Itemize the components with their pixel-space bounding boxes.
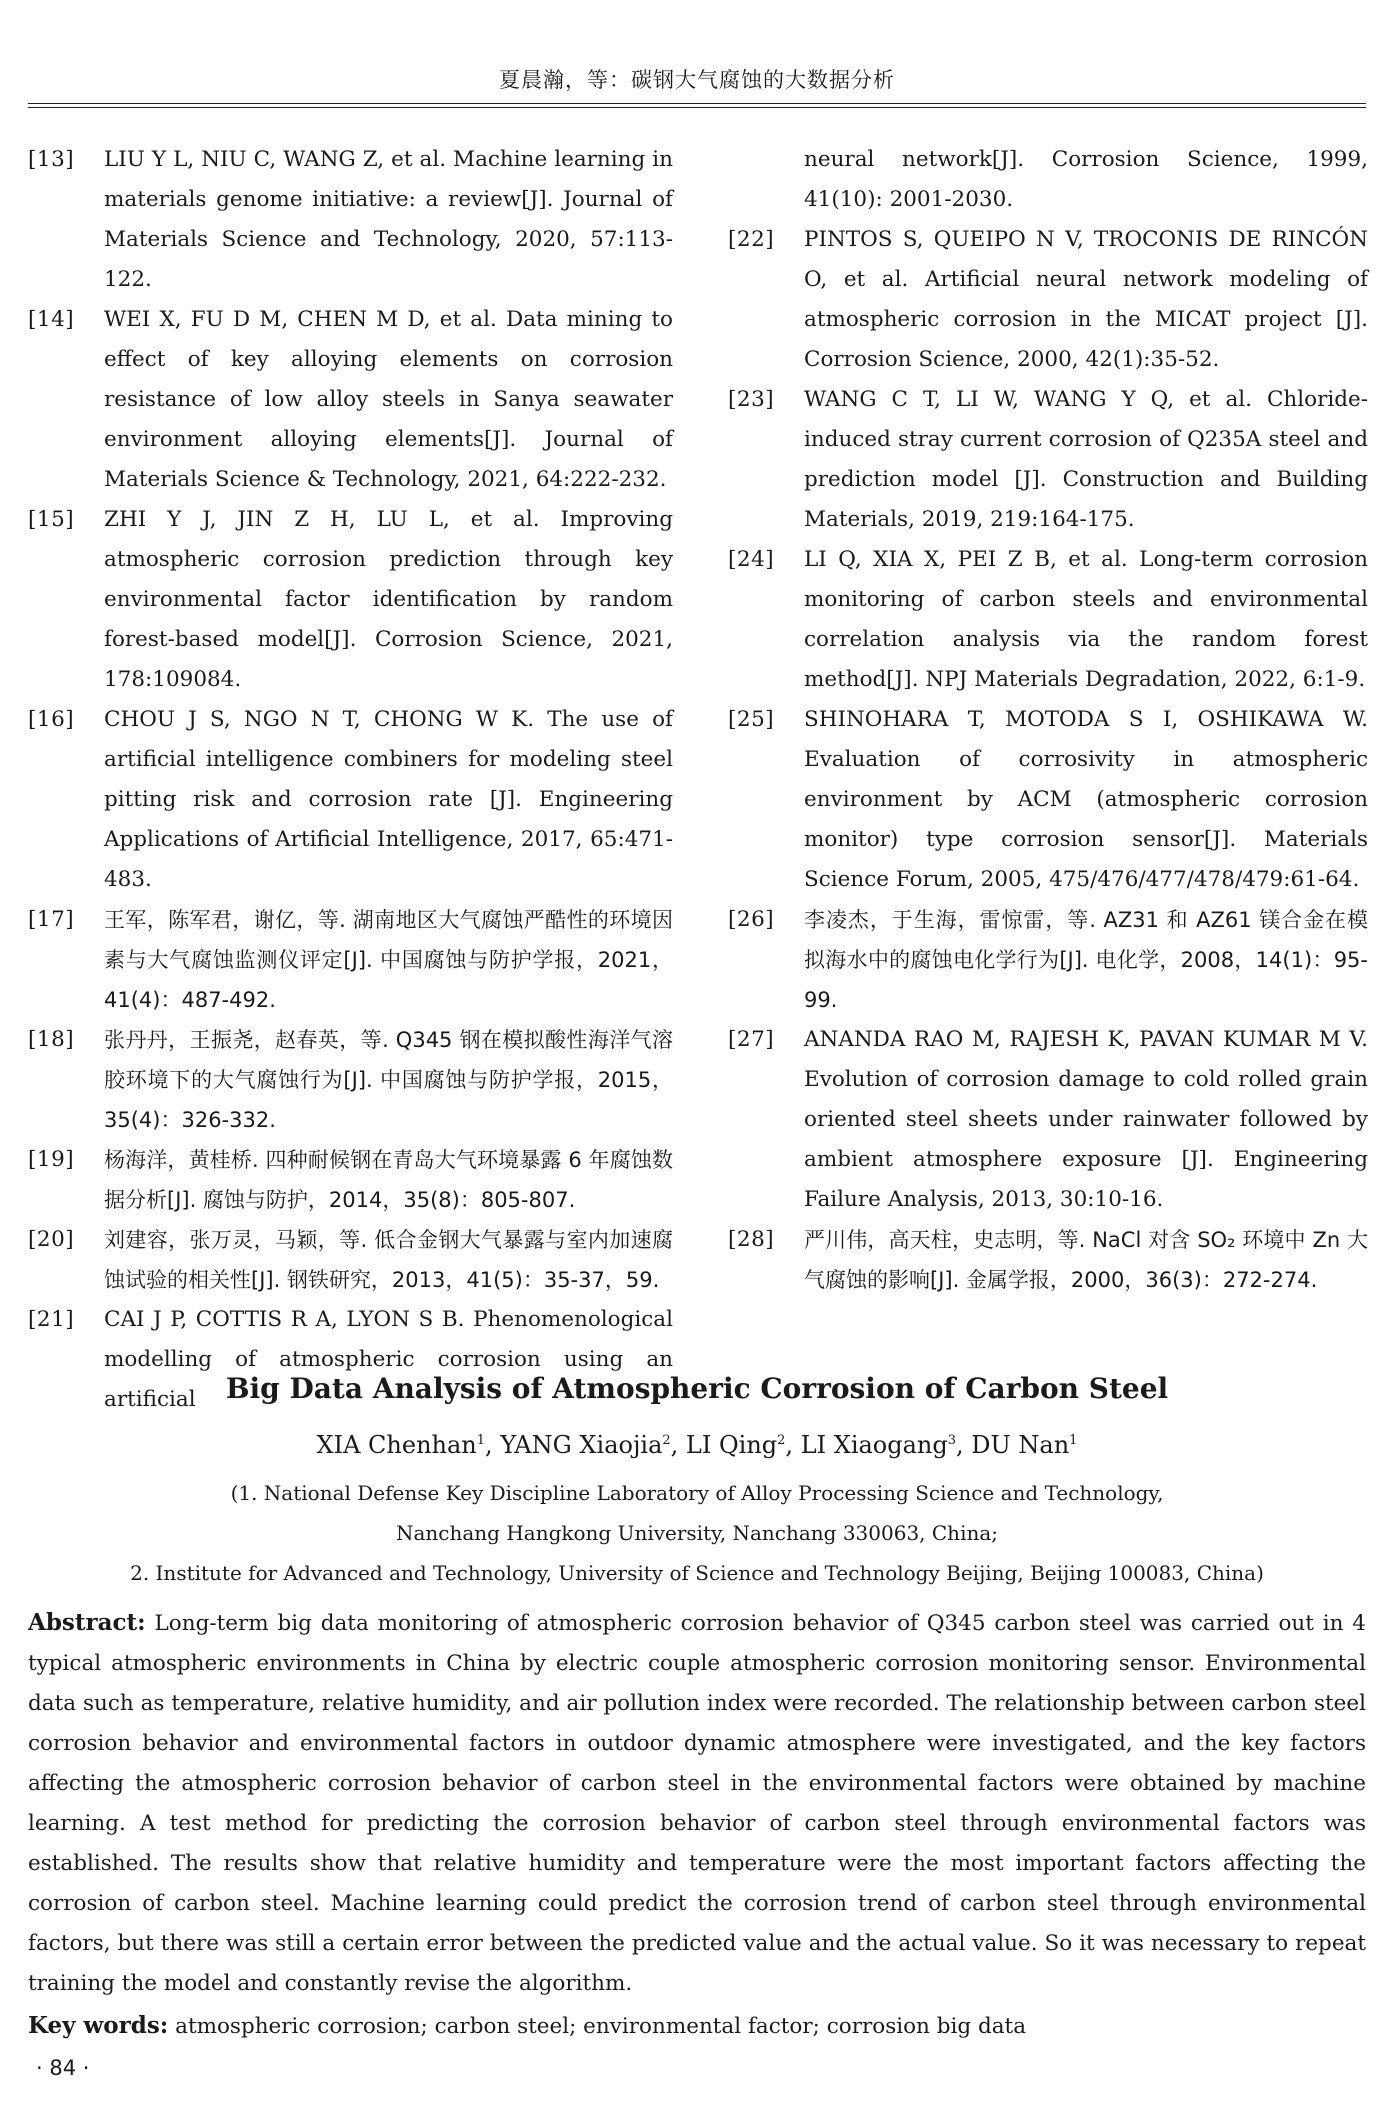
reference-number: [25] [728, 707, 775, 732]
abstract-text: Long-term big data monitoring of atmospheric corrosion behavior of Q345 carbon steel was carried out in 4 typical atmospheric environments in China by electric couple atmospheric corrosion monitoring sensor. Environmental data such as temperature, relative humidity, and air pollution index were recorded. The relationship between carbon steel corrosion behavior and environmental factors in outdoor dynamic atmosphere were investigated, and the key factors affecting the atmospheric corrosion behavior of carbon steel in the environmental factors were obtained by machine learning. A test method for predicting the corrosion behavior of carbon steel through environmental factors was established. The results show that relative humidity and temperature were the most important factors affecting the corrosion of carbon steel. Machine learning could predict the corrosion trend of carbon steel through environmental factors, but there was still a certain error between the predicted value and the actual value. So it was necessary to repeat training the model and constantly revise the algorithm. [28, 1611, 1366, 1996]
reference-item [728, 140, 1368, 220]
reference-text: LI Q, XIA X, PEI Z B, et al. Long-term corrosion monitoring of carbon steels and environmental correlation analysis via the random forest method[J]. NPJ Materials Degradation, 2022, 6:1-9. [804, 547, 1368, 692]
author-affiliation-mark: 2 [662, 1433, 671, 1448]
reference-number: [27] [728, 1027, 775, 1052]
page-number: · 84 · [36, 2056, 90, 2080]
author-name: DU Nan [971, 1431, 1070, 1459]
reference-number: [15] [28, 507, 75, 532]
reference-item [728, 220, 1368, 380]
affiliation-line: 2. Institute for Advanced and Technology, University of Science and Technology Beijing, Beijing 100083, China) [130, 1561, 1264, 1585]
author-name: LI Xiaogang [800, 1431, 948, 1459]
reference-text: WEI X, FU D M, CHEN M D, et al. Data mining to effect of key alloying elements on corrosion resistance of low alloy steels in Sanya seawater environment alloying elements[J]. Journal of Materials Science & Technology, 2021, 64:222-232. [104, 307, 673, 492]
reference-item [28, 140, 673, 300]
author-list [28, 1431, 1366, 1459]
author-separator: , [485, 1431, 501, 1459]
abstract-label: Abstract: [28, 1609, 146, 1636]
keywords [28, 2006, 1366, 2047]
author-name: LI Qing [685, 1431, 778, 1459]
reference-number: [26] [728, 907, 775, 932]
reference-item [728, 700, 1368, 900]
affiliation-line: Nanchang Hangkong University, Nanchang 330063, China; [395, 1521, 999, 1545]
reference-number: [23] [728, 387, 775, 412]
reference-number: [19] [28, 1147, 75, 1172]
abstract [28, 1603, 1366, 2004]
references-right-column [728, 140, 1368, 1300]
keywords-label: Key words: [28, 2012, 169, 2039]
reference-item [728, 900, 1368, 1020]
author-affiliation-mark: 2 [777, 1433, 786, 1448]
reference-item [728, 380, 1368, 540]
reference-number: [22] [728, 227, 775, 252]
reference-text: SHINOHARA T, MOTODA S I, OSHIKAWA W. Evaluation of corrosivity in atmospheric environment by ACM (atmospheric corrosion monitor) type corrosion sensor[J]. Materials Science Forum, 2005, 475/476/477/478/479:61-64. [804, 707, 1368, 892]
reference-text: 王军，陈军君，谢亿，等. 湖南地区大气腐蚀严酷性的环境因素与大气腐蚀监测仪评定[J]. 中国腐蚀与防护学报，2021，41(4)：487-492. [104, 908, 673, 1012]
author-name: XIA Chenhan [316, 1431, 477, 1459]
reference-text: 严川伟，高天柱，史志明，等. NaCl 对含 SO₂ 环境中 Zn 大气腐蚀的影响[J]. 金属学报，2000，36(3)：272-274. [804, 1228, 1368, 1292]
reference-text: 刘建容，张万灵，马颖，等. 低合金钢大气暴露与室内加速腐蚀试验的相关性[J]. 钢铁研究，2013，41(5)：35-37，59. [104, 1228, 673, 1292]
author-separator: , [670, 1431, 686, 1459]
reference-number: [17] [28, 907, 75, 932]
reference-number: [20] [28, 1227, 75, 1252]
author-affiliation-mark: 1 [1069, 1433, 1078, 1448]
reference-text: LIU Y L, NIU C, WANG Z, et al. Machine learning in materials genome initiative: a review[J]. Journal of Materials Science and Technology, 2020, 57:113-122. [104, 147, 673, 292]
reference-item [28, 1140, 673, 1220]
author-name: YANG Xiaojia [500, 1431, 663, 1459]
reference-item [28, 1220, 673, 1300]
reference-number: [21] [28, 1307, 75, 1332]
reference-text: 杨海洋，黄桂桥. 四种耐候钢在青岛大气环境暴露 6 年腐蚀数据分析[J]. 腐蚀与防护，2014，35(8)：805-807. [104, 1148, 673, 1212]
reference-item [728, 1020, 1368, 1220]
reference-text: ZHI Y J, JIN Z H, LU L, et al. Improving atmospheric corrosion prediction through key environmental factor identification by random forest-based model[J]. Corrosion Science, 2021, 178:109084. [104, 507, 673, 692]
running-head: 夏晨瀚，等：碳钢大气腐蚀的大数据分析 [499, 68, 895, 92]
reference-item [728, 1220, 1368, 1300]
reference-text: neural network[J]. Corrosion Science, 1999, 41(10): 2001-2030. [804, 147, 1368, 212]
reference-text: CHOU J S, NGO N T, CHONG W K. The use of artificial intelligence combiners for modeling steel pitting risk and corrosion rate [J]. Engineering Applications of Artificial Intelligence, 2017, 65:471-483. [104, 707, 673, 892]
reference-item [28, 1020, 673, 1140]
reference-number: [13] [28, 147, 75, 172]
author-separator: , [785, 1431, 801, 1459]
reference-number: [14] [28, 307, 75, 332]
reference-number: [28] [728, 1227, 775, 1252]
english-title: Big Data Analysis of Atmospheric Corrosion of Carbon Steel [225, 1372, 1169, 1405]
english-abstract-section [28, 1372, 1366, 2047]
author-affiliation-mark: 1 [476, 1433, 486, 1448]
reference-text: WANG C T, LI W, WANG Y Q, et al. Chloride-induced stray current corrosion of Q235A steel and prediction model [J]. Construction and Building Materials, 2019, 219:164-175. [804, 387, 1368, 532]
reference-text: 张丹丹，王振尧，赵春英，等. Q345 钢在模拟酸性海洋气溶胶环境下的大气腐蚀行为[J]. 中国腐蚀与防护学报，2015，35(4)：326-332. [104, 1028, 673, 1132]
reference-number: [18] [28, 1027, 75, 1052]
reference-text: 李凌杰，于生海，雷惊雷，等. AZ31 和 AZ61 镁合金在模拟海水中的腐蚀电化学行为[J]. 电化学，2008，14(1)：95-99. [804, 908, 1368, 1012]
keywords-text: atmospheric corrosion; carbon steel; environmental factor; corrosion big data [175, 2014, 1027, 2039]
reference-text: ANANDA RAO M, RAJESH K, PAVAN KUMAR M V. Evolution of corrosion damage to cold rolled grain oriented steel sheets under rainwater followed by ambient atmosphere exposure [J]. Engineering Failure Analysis, 2013, 30:10-16. [804, 1027, 1368, 1212]
reference-text: CAI J P, COTTIS R A, LYON S B. Phenomenological modelling of atmospheric corrosion using an artificial [104, 1307, 673, 1412]
header-rule [28, 103, 1366, 108]
reference-item [28, 500, 673, 700]
reference-number: [16] [28, 707, 75, 732]
reference-item [28, 900, 673, 1020]
author-affiliation-mark: 3 [947, 1433, 957, 1448]
affiliation-line: (1. National Defense Key Discipline Laboratory of Alloy Processing Science and Technology, [230, 1481, 1164, 1505]
author-separator: , [956, 1431, 972, 1459]
reference-item [728, 540, 1368, 700]
reference-item [28, 300, 673, 500]
reference-item [28, 700, 673, 900]
affiliations [28, 1473, 1366, 1593]
reference-text: PINTOS S, QUEIPO N V, TROCONIS DE RINCÓN O, et al. Artificial neural network modeling of atmospheric corrosion in the MICAT project [J]. Corrosion Science, 2000, 42(1):35-52. [804, 227, 1368, 372]
reference-number [728, 140, 804, 220]
reference-number: [24] [728, 547, 775, 572]
references-left-column [28, 140, 673, 1420]
